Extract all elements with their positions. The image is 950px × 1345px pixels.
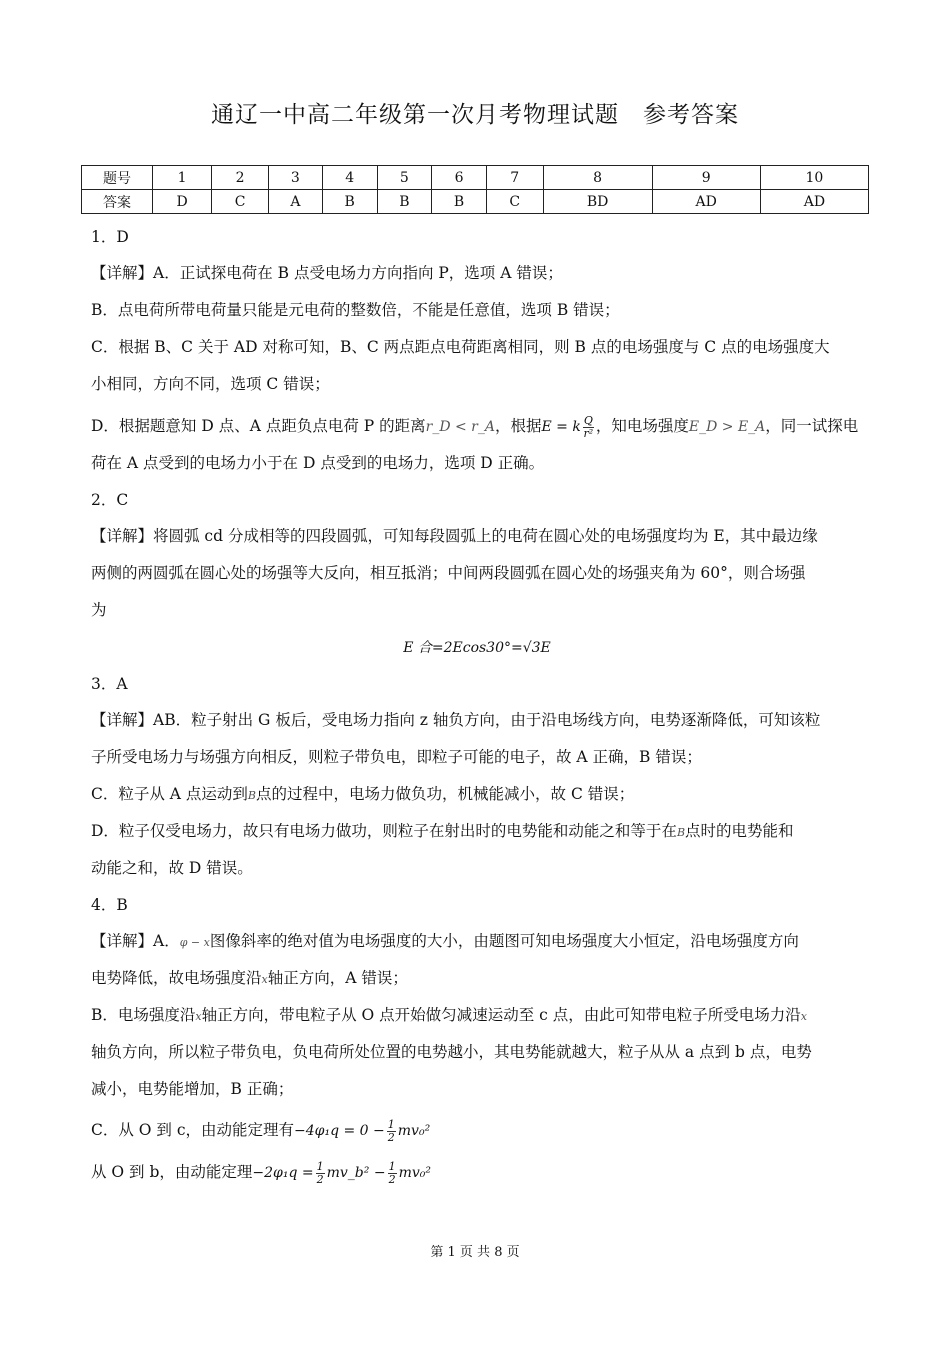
table-cell: D <box>153 190 212 214</box>
fraction <box>583 415 594 440</box>
q1-line-b: B．点电荷所带电荷量只能是元电荷的整数倍，不能是任意值，选项 B 错误； <box>91 301 620 319</box>
table-cell: B <box>432 190 487 214</box>
formula-part: mv₀² <box>397 1123 431 1139</box>
q3-line-3 <box>91 781 863 818</box>
combined-field-formula: E 合=2Ecos30°=√3E <box>403 640 551 656</box>
table-cell: AD <box>760 190 868 214</box>
page-footer: 第 1 页 共 8 页 <box>430 1245 520 1260</box>
q4-text: 图像斜率的绝对值为电场强度的大小，由题图可知电场强度大小恒定，沿电场强度方向 <box>209 932 799 950</box>
q4-line-4: 轴负方向，所以粒子带负电，负电荷所处位置的电势越小，其电势能就越大，粒子从从 a 点到 b 点，电势 <box>91 1043 812 1061</box>
fraction-denominator: 2 <box>388 1172 396 1186</box>
table-cell: 7 <box>486 166 543 190</box>
q1-line-d2: 荷在 A 点受到的电场力小于在 D 点受到的电场力，选项 D 正确。 <box>91 454 545 472</box>
energy-formula-1 <box>294 1114 430 1148</box>
fraction <box>387 1119 396 1144</box>
q1-line-a: 【详解】A．正试探电荷在 B 点受电场力方向指向 P，选项 A 错误； <box>91 264 563 282</box>
q3-text: C．粒子从 A 点运动到 <box>91 785 248 803</box>
formula-part: −4φ₁q = 0 − <box>294 1123 385 1139</box>
page-title: 通辽一中高二年级第一次月考物理试题 参考答案 <box>211 102 739 128</box>
q4-text: C．从 O 到 c，由动能定理有 <box>91 1121 295 1139</box>
formula-part: −2φ₁q = <box>252 1165 314 1181</box>
fraction-denominator: 2 <box>316 1172 324 1186</box>
table-cell: 9 <box>652 166 760 190</box>
table-header-cell: 题号 <box>82 166 153 190</box>
table-cell: C <box>486 190 543 214</box>
symbol-x: x <box>195 1010 202 1023</box>
q4-text: 电势降低，故电场强度沿 <box>91 969 262 987</box>
table-row <box>82 190 869 214</box>
q3-line-4 <box>91 818 863 855</box>
symbol-x: x <box>261 973 268 986</box>
table-cell: BD <box>543 190 652 214</box>
q4-text: 轴正方向，带电粒子从 O 点开始做匀减速运动至 c 点，由此可知带电粒子所受电场力沿 <box>201 1006 801 1024</box>
q1-text: ，知电场强度 <box>595 417 689 435</box>
q4-text: 【详解】A． <box>91 932 180 950</box>
q3-text: 点的过程中，电场力做负功，机械能减小，故 C 错误； <box>256 785 635 803</box>
q1-line-c2: 小相同，方向不同，选项 C 错误； <box>91 375 330 393</box>
q4-line-6 <box>91 1113 863 1155</box>
q2-formula <box>91 634 863 671</box>
q3-text: 点时的电势能和 <box>685 822 794 840</box>
symbol-b: B <box>247 789 257 802</box>
q1-text: D．根据题意知 D 点、A 点距负点电荷 P 的距离 <box>91 417 426 435</box>
table-cell: 5 <box>377 166 432 190</box>
formula-lhs: E = k <box>541 419 581 435</box>
q3-text: D．粒子仅受电场力，故只有电场力做功，则粒子在射出时的电势能和动能之和等于在 <box>91 822 677 840</box>
q1-text: ，同一试探电 <box>765 417 859 435</box>
table-cell: 6 <box>432 166 487 190</box>
q4-line-3 <box>91 1002 863 1039</box>
q4-text: B．电场强度沿 <box>91 1006 196 1024</box>
phi-x-symbol: φ − x <box>179 936 210 949</box>
table-cell: 3 <box>268 166 322 190</box>
inequality-formula: r_D < r_A <box>425 419 495 435</box>
q2-line-3: 为 <box>91 601 107 619</box>
question-4-heading: 4．B <box>91 896 128 914</box>
formula-part: mv_b² − <box>326 1165 386 1181</box>
q1-line-d1 <box>91 408 863 450</box>
table-cell: 4 <box>322 166 377 190</box>
q1-text: ，根据 <box>494 417 542 435</box>
table-cell: AD <box>652 190 760 214</box>
table-row <box>82 166 869 190</box>
q3-line-2: 子所受电场力与场强方向相反，则粒子带负电，即粒子可能的电子，故 A 正确，B 错误； <box>91 748 702 766</box>
table-cell: C <box>212 190 269 214</box>
coulomb-formula <box>542 409 596 445</box>
formula-part: mv₀² <box>398 1165 431 1181</box>
fraction-numerator: 1 <box>388 1159 396 1173</box>
answer-table <box>81 165 869 214</box>
fraction <box>388 1161 397 1186</box>
fraction-denominator: 2 <box>387 1130 395 1144</box>
table-cell: 8 <box>543 166 652 190</box>
q4-text: 轴正方向，A 错误； <box>267 969 408 987</box>
table-cell: 10 <box>760 166 868 190</box>
q3-line-1: 【详解】AB．粒子射出 G 板后，受电场力指向 z 轴负方向，由于沿电场线方向，电势逐渐降低，可知该粒 <box>91 711 821 729</box>
answer-body <box>91 224 863 1197</box>
fraction-numerator: 1 <box>316 1159 324 1173</box>
fraction-numerator: Q <box>583 413 593 427</box>
q3-line-5: 动能之和，故 D 错误。 <box>91 859 253 877</box>
q4-line-2 <box>91 965 863 1002</box>
field-inequality-formula: E_D > E_A <box>688 419 766 435</box>
question-1-heading: 1．D <box>91 228 129 246</box>
q2-line-1: 【详解】将圆弧 cd 分成相等的四段圆弧，可知每段圆弧上的电荷在圆心处的电场强度均为 E，其中最边缘 <box>91 527 818 545</box>
table-header-cell: 答案 <box>82 190 153 214</box>
fraction-denominator: r² <box>583 426 594 440</box>
symbol-x: x <box>800 1010 807 1023</box>
q1-line-c1: C．根据 B、C 关于 AD 对称可知，B、C 两点距点电荷距离相同，则 B 点的电场强度与 C 点的电场强度大 <box>91 338 830 356</box>
fraction-numerator: 1 <box>387 1117 395 1131</box>
q4-line-7 <box>91 1155 863 1197</box>
q4-line-1 <box>91 928 863 965</box>
table-cell: 1 <box>153 166 212 190</box>
symbol-b: B <box>676 826 686 839</box>
question-2-heading: 2．C <box>91 491 129 509</box>
q2-line-2: 两侧的两圆弧在圆心处的场强等大反向，相互抵消；中间两段圆弧在圆心处的场强夹角为 60°，则合场强 <box>91 564 806 582</box>
question-3-heading: 3．A <box>91 675 128 693</box>
q4-text: 从 O 到 b，由动能定理 <box>91 1163 253 1181</box>
q4-line-5: 减小，电势能增加，B 正确； <box>91 1080 294 1098</box>
energy-formula-2 <box>252 1156 431 1190</box>
table-cell: A <box>268 190 322 214</box>
table-cell: 2 <box>212 166 269 190</box>
fraction <box>316 1161 325 1186</box>
table-cell: B <box>377 190 432 214</box>
table-cell: B <box>322 190 377 214</box>
